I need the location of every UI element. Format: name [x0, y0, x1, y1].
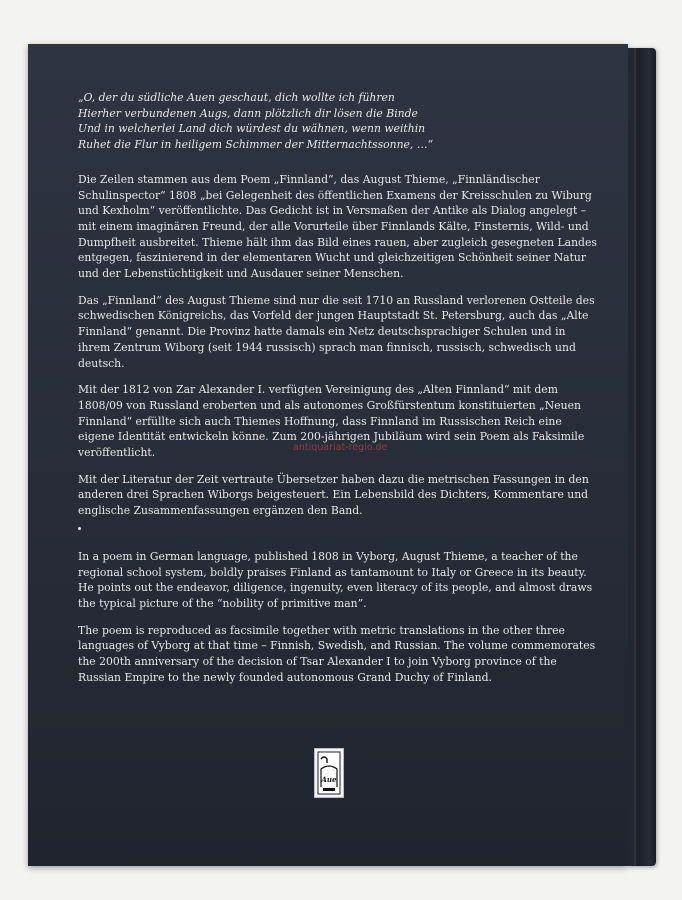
german-paragraph: Die Zeilen stammen aus dem Poem „Finnland“, das August Thieme, „Finnländischer Schulinspector“ 1808 „bei Gelegenheit des öffentlichen Examens der Kreisschulen zu Wiburg und Kexholm“ veröffentlichte. Das Gedicht ist in Versmaßen der Antike als Dialog angelegt – mit einem imaginären Freund, der alle Vorurteile über Finnlands Kälte, Finsternis, Wild- und Dumpfheit ausbreitet. Thieme hält ihm das Bild eines rauen, aber zugleich gesegneten Landes entgegen, faszinierend in der elementaren Wucht und gleichzeitigen Schönheit seiner Natur und der Lebenstüchtigkeit und Ausdauer seiner Menschen. — [78, 172, 597, 281]
publisher-logo-icon — [314, 748, 344, 798]
poem-line: Ruhet die Flur in heiligem Schimmer der Mitternachtssonne, …“ — [78, 138, 434, 152]
book-back-cover — [28, 44, 628, 866]
english-paragraph: The poem is reproduced as facsimile together with metric translations in the other three languages of Vyborg at that time – Finnish, Swedish, and Russian. The volume commemorates the 200th anniversary of the decision of Tsar Alexander I to join Vyborg province of the Russian Empire to the newly founded autonomous Grand Duchy of Finland. — [78, 623, 596, 684]
cover-text — [78, 90, 598, 697]
book-spine — [628, 48, 656, 866]
publisher-logo-graphic — [315, 749, 343, 797]
german-paragraph: Das „Finnland“ des August Thieme sind nur die seit 1710 an Russland verlorenen Ostteile des schwedischen Königreichs, das Vorfeld der jungen Hauptstadt St. Petersburg, auch das „Alte Finnland“ genannt. Die Provinz hatte damals ein Netz deutschsprachiger Schulen und in ihrem Zentrum Wiborg (seit 1944 russisch) sprach man finnisch, russisch, schwedisch und deutsch. — [78, 293, 595, 370]
english-paragraph: In a poem in German language, published 1808 in Vyborg, August Thieme, a teacher of the regional school system, boldly praises Finland as tantamount to Italy or Greece in its beauty. He points out the endeavor, diligence, ingenuity, even literacy of its people, and almost draws the typical picture of the “nobility of primitive man”. — [78, 549, 593, 610]
section-divider-dot — [78, 527, 598, 533]
logo-lettering: Aue — [321, 775, 337, 784]
german-paragraph: Mit der Literatur der Zeit vertraute Übersetzer haben dazu die metrischen Fassungen in den anderen drei Sprachen Wiborgs beigesteuert. Ein Lebensbild des Dichters, Kommentare und englische Zusammenfassungen ergänzen den Band. — [78, 472, 589, 518]
poem-line: „O, der du südliche Auen geschaut, dich wollte ich führen — [78, 91, 395, 104]
poem-line: Und in welcherlei Land dich würdest du wähnen, wenn weithin — [78, 122, 426, 136]
watermark-text: antiquariat-regio.de — [293, 442, 388, 453]
spine-edge — [634, 48, 636, 866]
german-paragraph: Mit der 1812 von Zar Alexander I. verfügten Vereinigung des „Alten Finnland“ mit dem 1808/09 von Russland eroberten und als autonomes Großfürstentum konstituierten „Neuen Finnland“ erfüllte sich auch Thiemes Hoffnung, dass Finnland im Russischen Reich eine eigene Identität entwickeln könne. Zum 200-jährigen Jubiläum wird sein Poem als Faksimile veröffentlicht. — [78, 383, 585, 460]
poem-quote — [78, 90, 598, 153]
poem-line: Hierher verbundenen Augs, dann plötzlich dir lösen die Binde — [78, 106, 418, 120]
